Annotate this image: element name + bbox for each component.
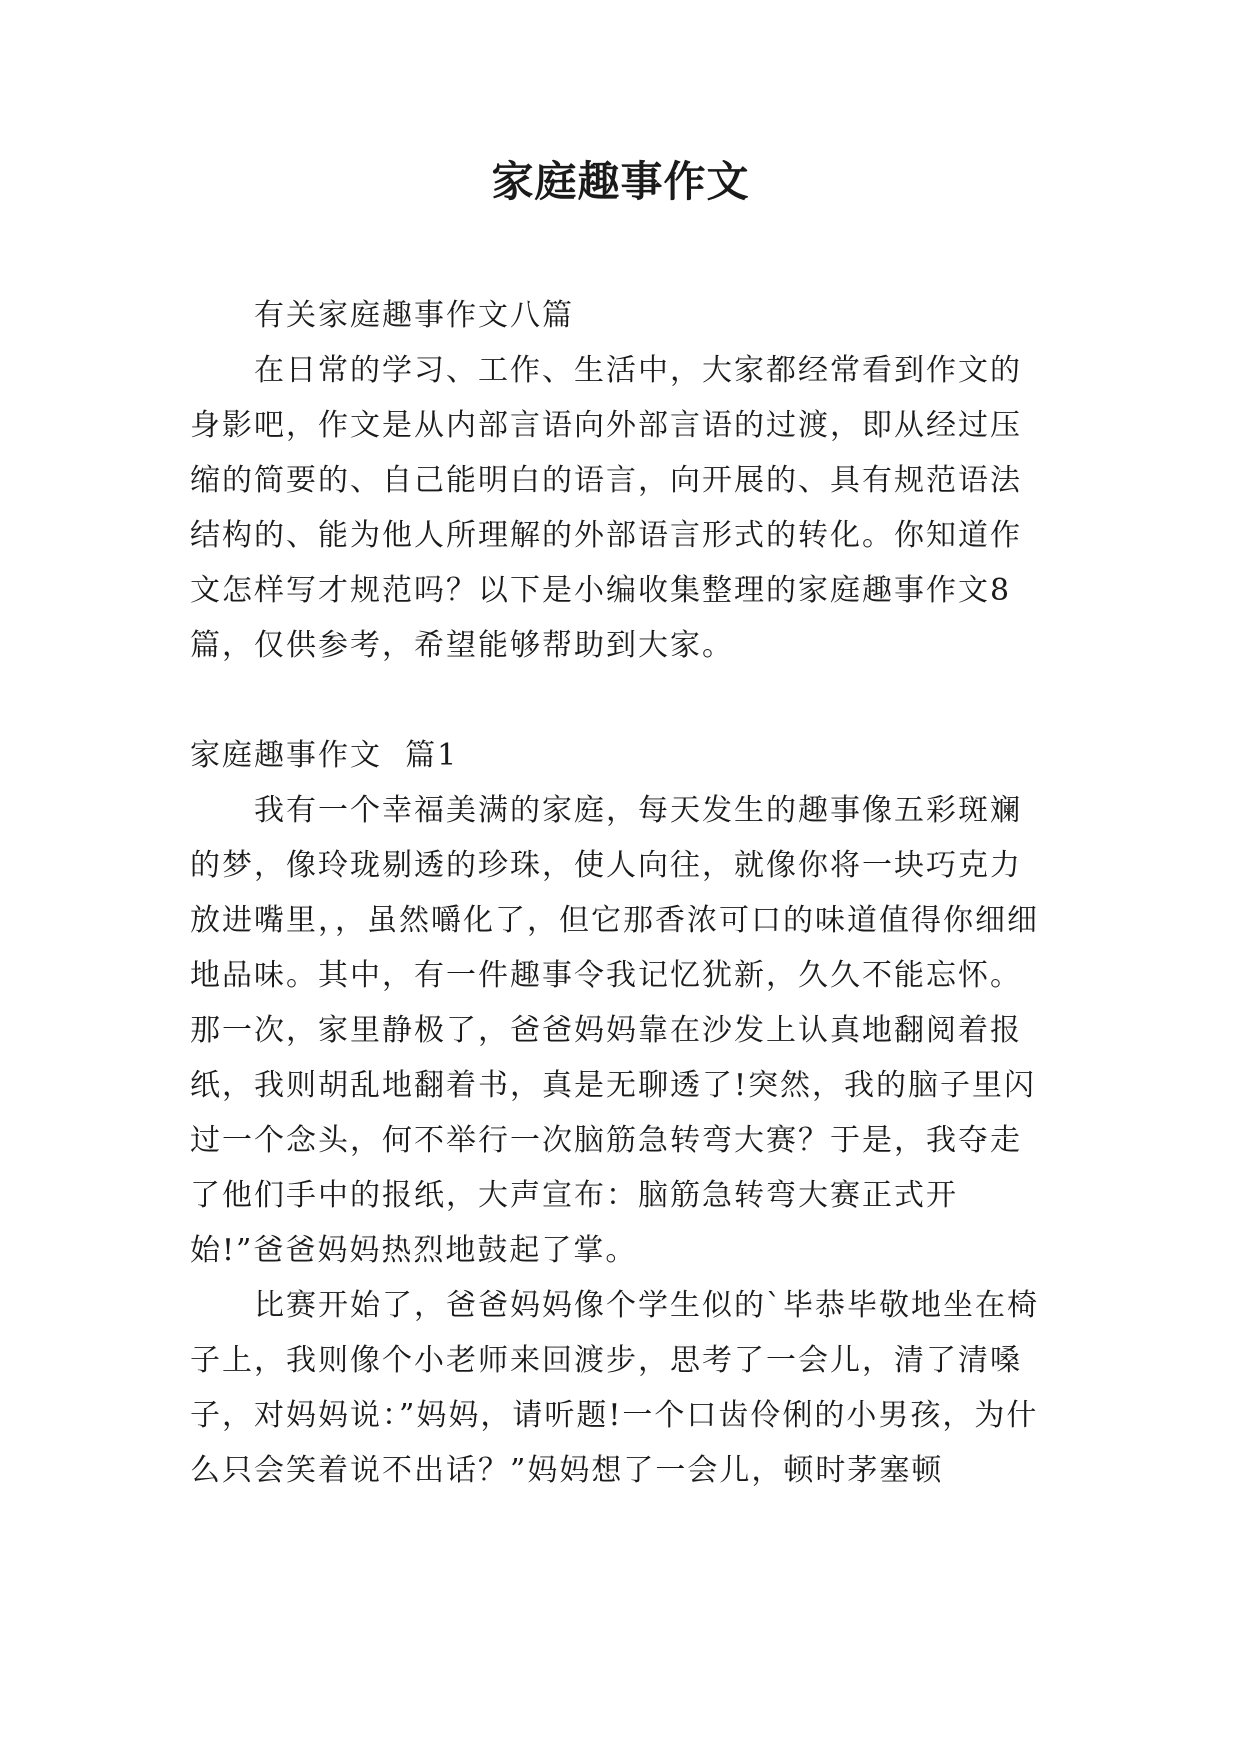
document-body	[190, 288, 1050, 1498]
document-subtitle: 有关家庭趣事作文八篇	[254, 298, 574, 333]
page-title: 家庭趣事作文	[491, 157, 750, 206]
body-paragraph: 比赛开始了，爸爸妈妈像个学生似的`毕恭毕敬地坐在椅子上，我则像个小老师来回渡步，思考了一会儿，清了清嗓子，对妈妈说：”妈妈，请听题!一个口齿伶俐的小男孩，为什么只会笑着说不出话？”妈妈想了一会儿，顿时茅塞顿	[190, 1288, 1039, 1488]
section-heading: 家庭趣事作文 篇1	[190, 738, 459, 773]
body-paragraph: 我有一个幸福美满的家庭，每天发生的趣事像五彩斑斓的梦，像玲珑剔透的珍珠，使人向往，就像你将一块巧克力放进嘴里，，虽然嚼化了，但它那香浓可口的味道值得你细细地品味。其中，有一件趣事令我记忆犹新，久久不能忘怀。那一次，家里静极了，爸爸妈妈靠在沙发上认真地翻阅着报纸，我则胡乱地翻着书，真是无聊透了!突然，我的脑子里闪过一个念头，何不举行一次脑筋急转弯大赛？于是，我夺走了他们手中的报纸，大声宣布：脑筋急转弯大赛正式开始!”爸爸妈妈热烈地鼓起了掌。	[190, 793, 1039, 1268]
intro-paragraph: 在日常的学习、工作、生活中，大家都经常看到作文的身影吧，作文是从内部言语向外部言语的过渡，即从经过压缩的简要的、自己能明白的语言，向开展的、具有规范语法结构的、能为他人所理解的外部语言形式的转化。你知道作文怎样写才规范吗？以下是小编收集整理的家庭趣事作文8篇，仅供参考，希望能够帮助到大家。	[190, 353, 1022, 663]
